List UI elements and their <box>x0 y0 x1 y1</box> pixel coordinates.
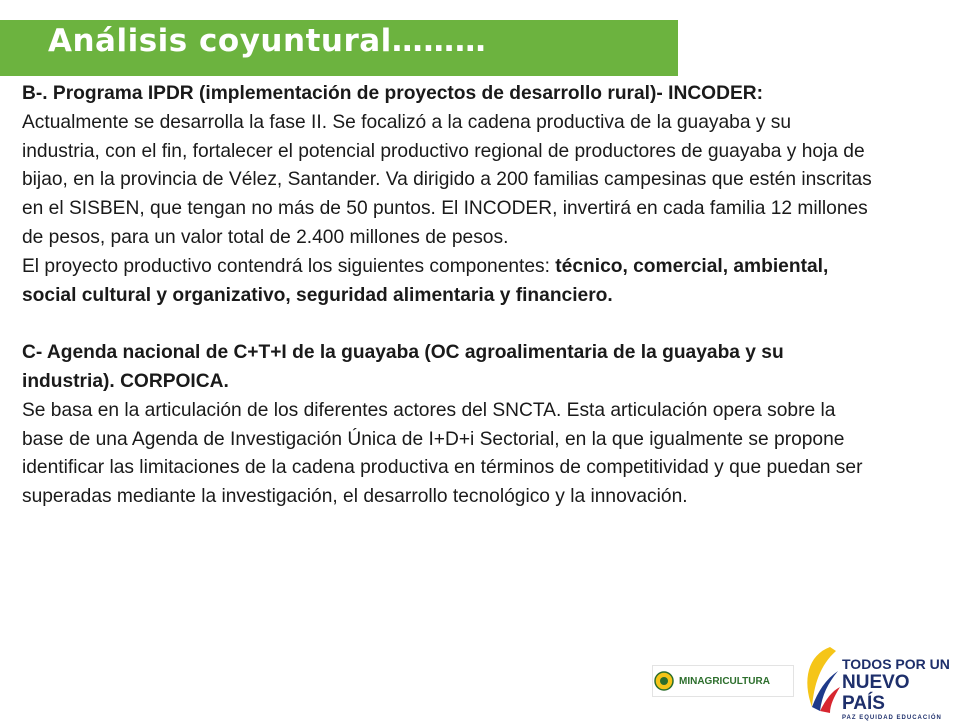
section-b-components <box>22 253 872 311</box>
components-intro: El proyecto productivo contendrá los siguientes componentes: <box>22 255 556 277</box>
slogan-line-3: PAZ EQUIDAD EDUCACIÓN <box>842 715 942 721</box>
coat-of-arms-icon <box>653 670 675 692</box>
minagricultura-label: MINAGRICULTURA <box>679 675 770 687</box>
minagricultura-logo <box>652 665 794 697</box>
section-c-heading: C- Agenda nacional de C+T+I de la guayaba (OC agroalimentaria de la guayaba y su industria). CORPOICA. <box>22 342 784 392</box>
paragraph-spacer <box>22 310 872 339</box>
slogan-line-2: NUEVO PAÍS <box>842 672 910 714</box>
slide-body <box>22 80 872 512</box>
flag-swoosh-icon <box>800 645 840 715</box>
page-title: Análisis coyuntural……… <box>48 23 487 59</box>
components-list: técnico, comercial, ambiental, social cultural y organizativo, seguridad alimentaria y financiero. <box>22 255 829 306</box>
section-b-body: Actualmente se desarrolla la fase II. Se focalizó a la cadena productiva de la guayaba y su industria, con el fin, fortalecer el potencial productivo regional de productores de guayaba y hoja de bijao, en la provincia de Vélez, Santander. Va dirigido a 200 familias campesinas que estén inscritas en el SISBEN, que tengan no más de 50 puntos. El INCODER, invertirá en cada familia 12 millones de pesos, para un valor total de 2.400 millones de pesos. <box>22 111 872 248</box>
footer-logos <box>652 645 952 721</box>
section-c-body: Se basa en la articulación de los diferentes actores del SNCTA. Esta articulación opera sobre la base de una Agenda de Investigación Única de I+D+i Sectorial, en la que igualmente se propone identificar las limitaciones de la cadena productiva en términos de competitividad y que puedan ser superadas mediante la investigación, el desarrollo tecnológico y la innovación. <box>22 399 863 508</box>
slogan-line-1: TODOS POR UN <box>842 656 950 672</box>
slogan-logo <box>842 657 952 722</box>
section-b-heading: B-. Programa IPDR (implementación de proyectos de desarrollo rural)- INCODER: <box>22 83 763 104</box>
